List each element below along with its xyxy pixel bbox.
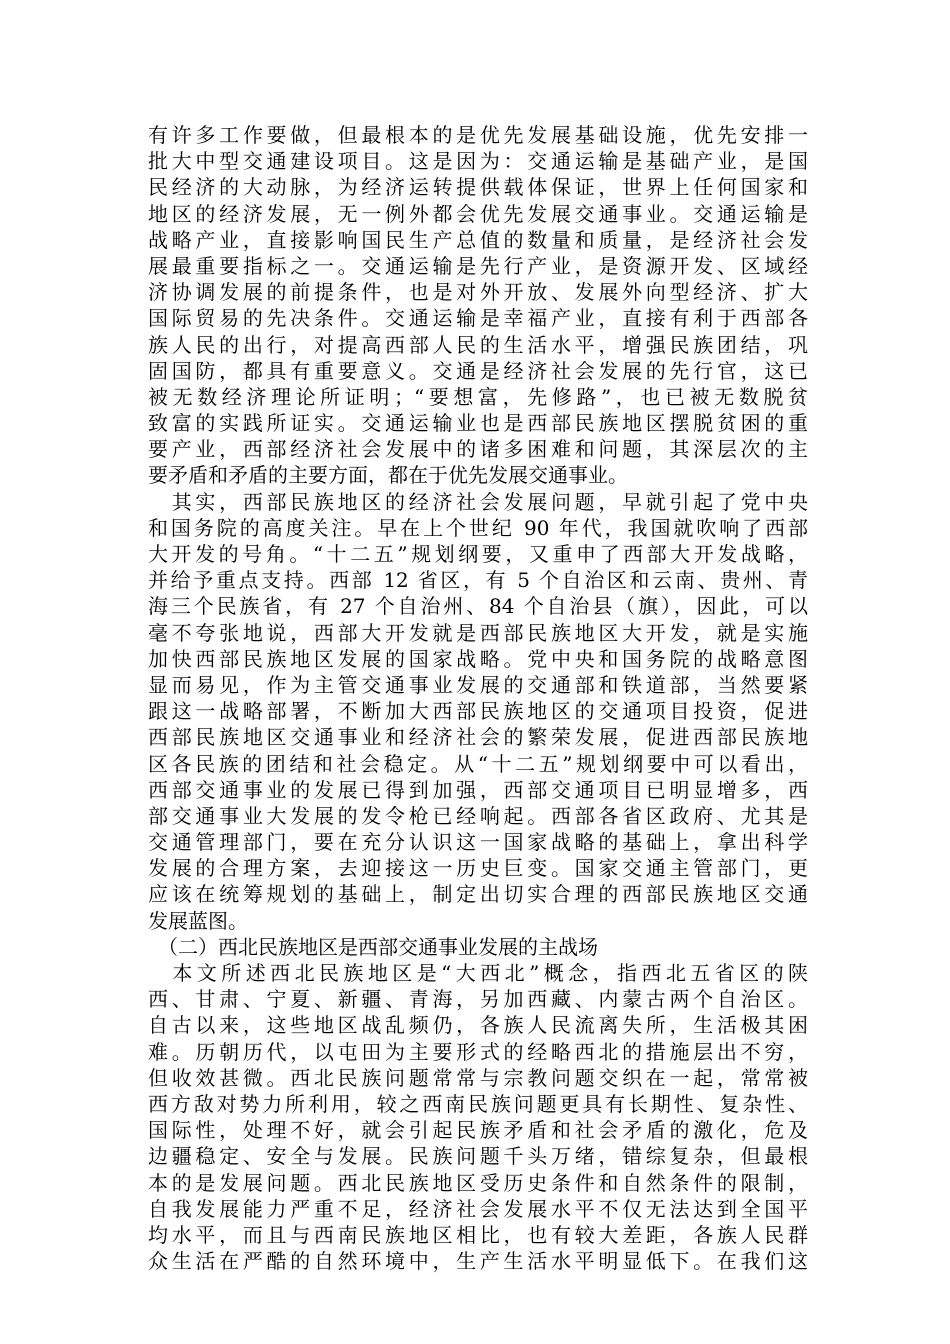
text-line: 大开发的号角。“十二五”规划纲要，又重申了西部大开发战略，: [148, 542, 808, 566]
text-line: 国际贸易的先决条件。交通运输是幸福产业，直接有利于西部各: [148, 306, 808, 331]
text-line: 跟这一战略部署，不断加大西部民族地区的交通项目投资，促进: [148, 699, 808, 724]
text-line: 西方敌对势力所利用，较之西南民族问题更具有长期性、复杂性、: [148, 1091, 808, 1116]
text-line: 民经济的大动脉，为经济运转提供载体保证，世界上任何国家和: [148, 175, 808, 200]
text-line: 致富的实践所证实。交通运输业也是西部民族地区摆脱贫困的重: [148, 411, 808, 436]
text-line: 西部民族地区交通事业和经济社会的繁荣发展，促进西部民族地: [148, 725, 808, 750]
text-line: 要产业，西部经济社会发展中的诸多困难和问题，其深层次的主: [148, 437, 808, 462]
text-line: 战略产业，直接影响国民生产总值的数量和质量，是经济社会发: [148, 227, 808, 252]
text-line: 并给予重点支持。西部 12 省区，有 5 个自治区和云南、贵州、青: [148, 568, 808, 593]
text-line: 难。历朝历代，以屯田为主要形式的经略西北的措施层出不穷，: [148, 1039, 808, 1064]
text-line: 其实，西部民族地区的经济社会发展问题，早就引起了党中央: [148, 489, 808, 514]
text-line: 西、甘肃、宁夏、新疆、青海，另加西藏、内蒙古两个自治区。: [148, 987, 808, 1012]
text-line: 边疆稳定、安全与发展。民族问题千头万绪，错综复杂，但最根: [148, 1144, 808, 1169]
text-line: 均水平，而且与西南民族地区相比，也有较大差距，各族人民群: [148, 1222, 808, 1247]
text-line: 本的是发展问题。西北民族地区受历史条件和自然条件的限制，: [148, 1170, 808, 1195]
text-line: 但收效甚微。西北民族问题常常与宗教问题交织在一起，常常被: [148, 1065, 808, 1090]
text-line: 批大中型交通建设项目。这是因为：交通运输是基础产业，是国: [148, 149, 808, 174]
text-line: 显而易见，作为主管交通事业发展的交通部和铁道部，当然要紧: [148, 672, 808, 697]
text-line: 西部交通事业的发展已得到加强，西部交通项目已明显增多，西: [148, 777, 808, 802]
text-line: 发展蓝图。: [148, 908, 248, 933]
text-line: 本文所述西北民族地区是“大西北”概念，指西北五省区的陕: [148, 961, 808, 985]
text-line: 海三个民族省，有 27 个自治州、84 个自治县（旗），因此，可以: [148, 594, 808, 619]
text-line: 和国务院的高度关注。早在上个世纪 90 年代，我国就吹响了西部: [148, 515, 808, 540]
body-text: [148, 122, 808, 1274]
text-line: 交通管理部门，要在充分认识这一国家战略的基础上，拿出科学: [148, 830, 808, 855]
section-heading: （二）西北民族地区是西部交通事业发展的主战场: [148, 934, 598, 959]
text-line: 被无数经济理论所证明；“要想富，先修路”，也已被无数脱贫: [148, 384, 808, 409]
text-line: 要矛盾和矛盾的主要方面，都在于优先发展交通事业。: [148, 463, 628, 488]
text-line: 国际性，处理不好，就会引起民族矛盾和社会矛盾的激化，危及: [148, 1118, 808, 1143]
text-line: 毫不夸张地说，西部大开发就是西部民族地区大开发，就是实施: [148, 620, 808, 645]
text-line: 加快西部民族地区发展的国家战略。党中央和国务院的战略意图: [148, 646, 808, 671]
text-line: 族人民的出行，对提高西部人民的生活水平，增强民族团结，巩: [148, 332, 808, 357]
text-line: 固国防，都具有重要意义。交通是经济社会发展的先行官，这已: [148, 358, 808, 383]
text-line: 应该在统筹规划的基础上，制定出切实合理的西部民族地区交通: [148, 882, 808, 907]
text-line: 济协调发展的前提条件，也是对外开放、发展外向型经济、扩大: [148, 280, 808, 305]
text-line: 有许多工作要做，但最根本的是优先发展基础设施，优先安排一: [148, 123, 808, 147]
text-line: 自我发展能力严重不足，经济社会发展水平不仅无法达到全国平: [148, 1196, 808, 1221]
text-line: 地区的经济发展，无一例外都会优先发展交通事业。交通运输是: [148, 201, 808, 226]
text-line: 众生活在严酷的自然环境中，生产生活水平明显低下。在我们这: [148, 1249, 808, 1274]
text-line: 区各民族的团结和社会稳定。从“十二五”规划纲要中可以看出，: [148, 751, 808, 776]
text-line: 自古以来，这些地区战乱频仍，各族人民流离失所，生活极其困: [148, 1013, 808, 1038]
text-line: 部交通事业大发展的发令枪已经响起。西部各省区政府、尤其是: [148, 803, 808, 828]
text-line: 发展的合理方案，去迎接这一历史巨变。国家交通主管部门，更: [148, 856, 808, 881]
text-line: 展最重要指标之一。交通运输是先行产业，是资源开发、区域经: [148, 253, 808, 278]
